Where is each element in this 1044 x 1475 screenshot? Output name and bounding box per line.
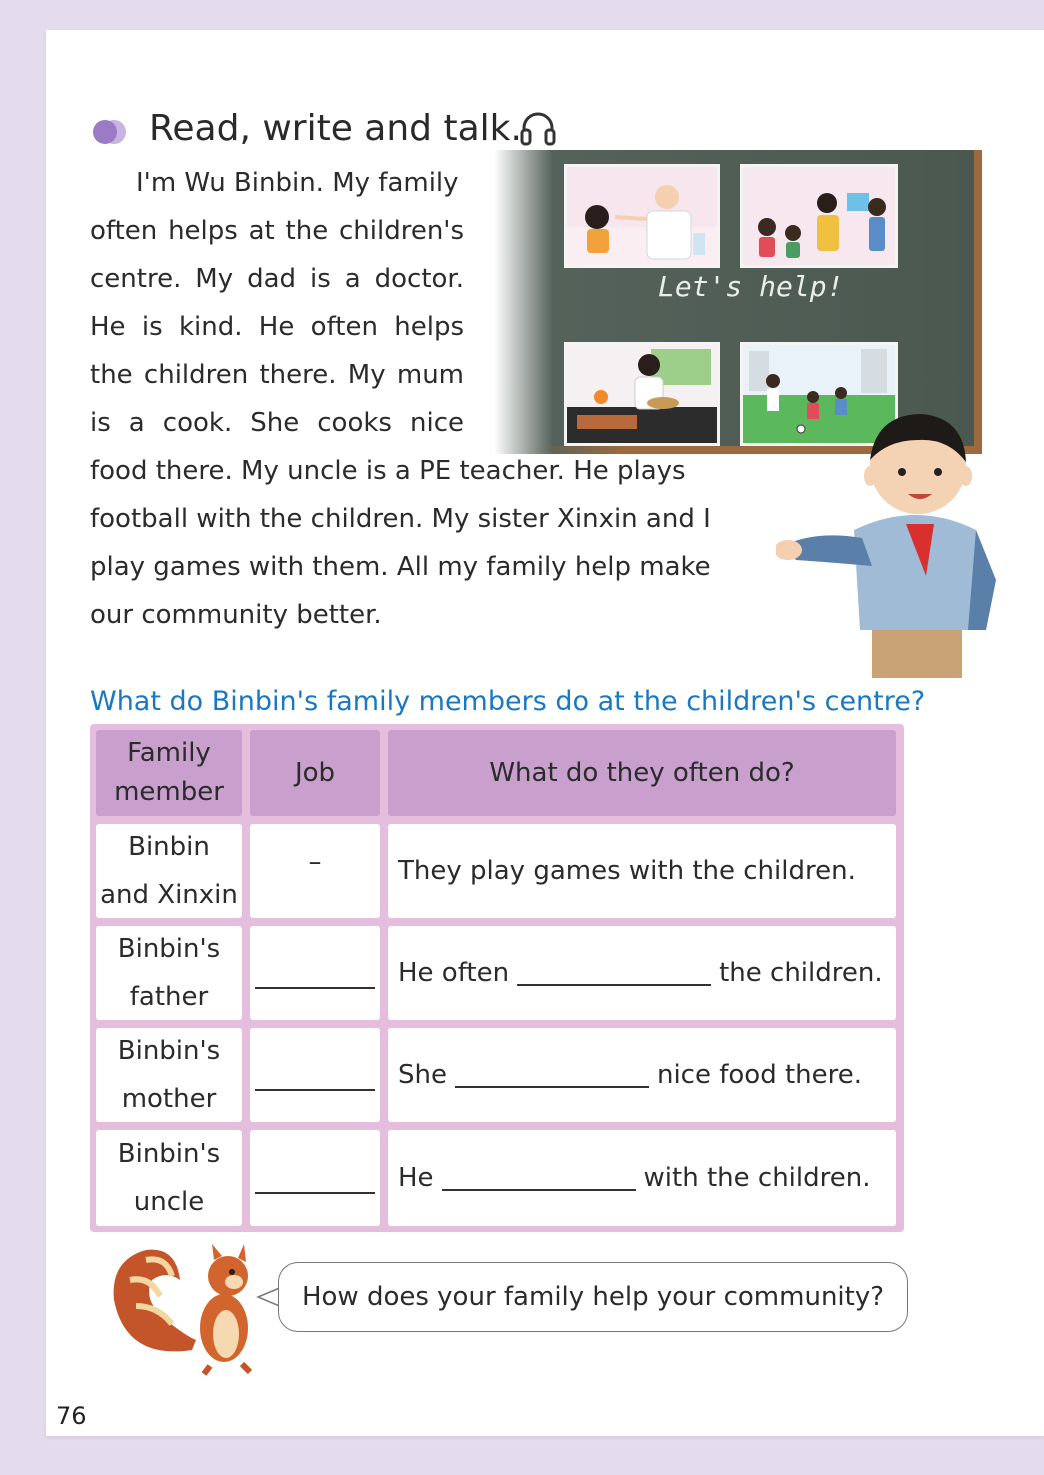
table-row-member [96, 824, 242, 918]
activity-text: He [398, 1162, 434, 1193]
photo-doctor [564, 164, 720, 268]
speech-bubble [278, 1262, 908, 1332]
member-line: uncle [133, 1187, 205, 1217]
job-value: – [308, 847, 322, 877]
passage-line: centre. My dad is a doctor. [90, 264, 464, 294]
boy-illustration [776, 380, 1008, 678]
job-blank-line[interactable] [255, 987, 375, 989]
passage-line: He is kind. He often helps [90, 312, 464, 342]
activity-text: She [398, 1059, 447, 1090]
table-row-activity [388, 1028, 896, 1122]
passage-line: play games with them. All my family help make [90, 552, 711, 582]
doctor-scene-icon [567, 167, 717, 265]
member-line: Binbin's [117, 1035, 221, 1066]
job-blank-line[interactable] [255, 1089, 375, 1091]
member-line: and Xinxin [100, 880, 238, 910]
activity-blank[interactable] [517, 960, 711, 986]
passage-line: football with the children. My sister Xinxin and I [90, 504, 711, 534]
activity-text: with the children. [643, 1162, 871, 1193]
activity-text: the children. [719, 957, 883, 988]
activity-blank[interactable] [442, 1165, 636, 1191]
member-line: Binbin's [117, 933, 221, 964]
speech-bubble-text: How does your family help your community? [301, 1282, 885, 1312]
passage-line: often helps at the children's [90, 216, 464, 246]
table-row-activity [388, 926, 896, 1020]
photo-children [740, 164, 898, 268]
member-line: mother [121, 1084, 217, 1114]
answer-table [90, 724, 904, 1232]
table-row-member [96, 926, 242, 1020]
passage-line: I'm Wu Binbin. My family [136, 168, 459, 198]
header-job [250, 730, 380, 816]
activity-text: nice food there. [656, 1059, 863, 1090]
photo-cook [564, 342, 720, 446]
table-row-activity [388, 1130, 896, 1226]
children-scene-icon [743, 167, 895, 265]
board-caption: Let's help! [658, 270, 844, 303]
textbook-page [46, 30, 1044, 1436]
passage-line: the children there. My mum [90, 360, 464, 390]
header-family-member [96, 730, 242, 816]
squirrel-illustration [106, 1240, 266, 1376]
member-line: Binbin's [117, 1138, 221, 1169]
activity-text: They play games with the children. [398, 855, 856, 886]
activity-blank[interactable] [455, 1062, 649, 1088]
job-blank[interactable] [250, 926, 380, 1020]
passage-line: our community better. [90, 600, 382, 630]
page-number: 76 [56, 1402, 87, 1430]
member-line: Binbin [128, 831, 210, 862]
table-row-member [96, 1028, 242, 1122]
headphone-icon[interactable] [518, 108, 558, 148]
comprehension-question: What do Binbin's family members do at the children's centre? [90, 686, 926, 717]
job-blank-line[interactable] [255, 1192, 375, 1194]
header-job-label: Job [294, 757, 336, 788]
job-blank[interactable] [250, 1028, 380, 1122]
job-blank[interactable] [250, 1130, 380, 1226]
section-heading: Read, write and talk. [149, 108, 522, 149]
activity-text: He often [398, 957, 510, 988]
table-row-job [250, 824, 380, 918]
header-activity [388, 730, 896, 816]
passage-line: is a cook. She cooks nice [90, 408, 464, 438]
bullet-dot-icon [90, 118, 130, 146]
table-row-member [96, 1130, 242, 1226]
passage-line: food there. My uncle is a PE teacher. He plays [90, 456, 686, 486]
header-activity-label: What do they often do? [489, 757, 795, 788]
member-line: father [129, 982, 209, 1012]
cook-scene-icon [567, 345, 717, 443]
table-row-activity [388, 824, 896, 918]
header-family-member-label: Family member [114, 738, 224, 807]
